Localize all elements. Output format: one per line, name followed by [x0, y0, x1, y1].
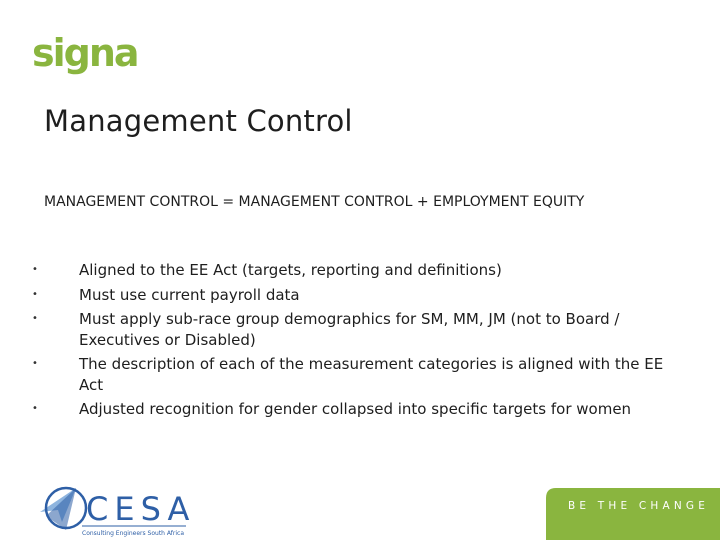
be-the-change-banner [546, 488, 720, 540]
bullet-icon: • [32, 403, 38, 414]
bullet-text: The description of each of the measurement categories is aligned with the EE Act [79, 355, 664, 394]
list-item [32, 285, 672, 306]
bullet-text: Adjusted recognition for gender collapsed into specific targets for women [79, 400, 632, 418]
banner-text: BE THE CHANGE [568, 500, 710, 512]
bullet-icon: • [32, 264, 38, 275]
bullet-text: Aligned to the EE Act (targets, reporting and definitions) [79, 261, 502, 279]
bullet-text: Must apply sub-race group demographics for SM, MM, JM (not to Board / Executives or Disabled) [79, 310, 620, 349]
page-title: Management Control [44, 104, 353, 138]
bullet-icon: • [32, 313, 38, 324]
list-item [32, 399, 672, 420]
list-item [32, 309, 672, 350]
slide-subtitle: MANAGEMENT CONTROL = MANAGEMENT CONTROL + EMPLOYMENT EQUITY [44, 194, 585, 210]
bullet-list [32, 260, 672, 424]
list-item [32, 354, 672, 395]
bullet-text: Must use current payroll data [79, 285, 300, 304]
cesa-logo [36, 482, 196, 540]
bullet-icon: • [32, 288, 38, 300]
cesa-tagline: Consulting Engineers South Africa [82, 530, 185, 537]
signa-logo [30, 28, 140, 78]
list-item [32, 260, 672, 281]
signa-logo-text: signa [32, 31, 138, 75]
cesa-logo-text: CESA [86, 490, 196, 528]
bullet-icon: • [32, 358, 38, 369]
